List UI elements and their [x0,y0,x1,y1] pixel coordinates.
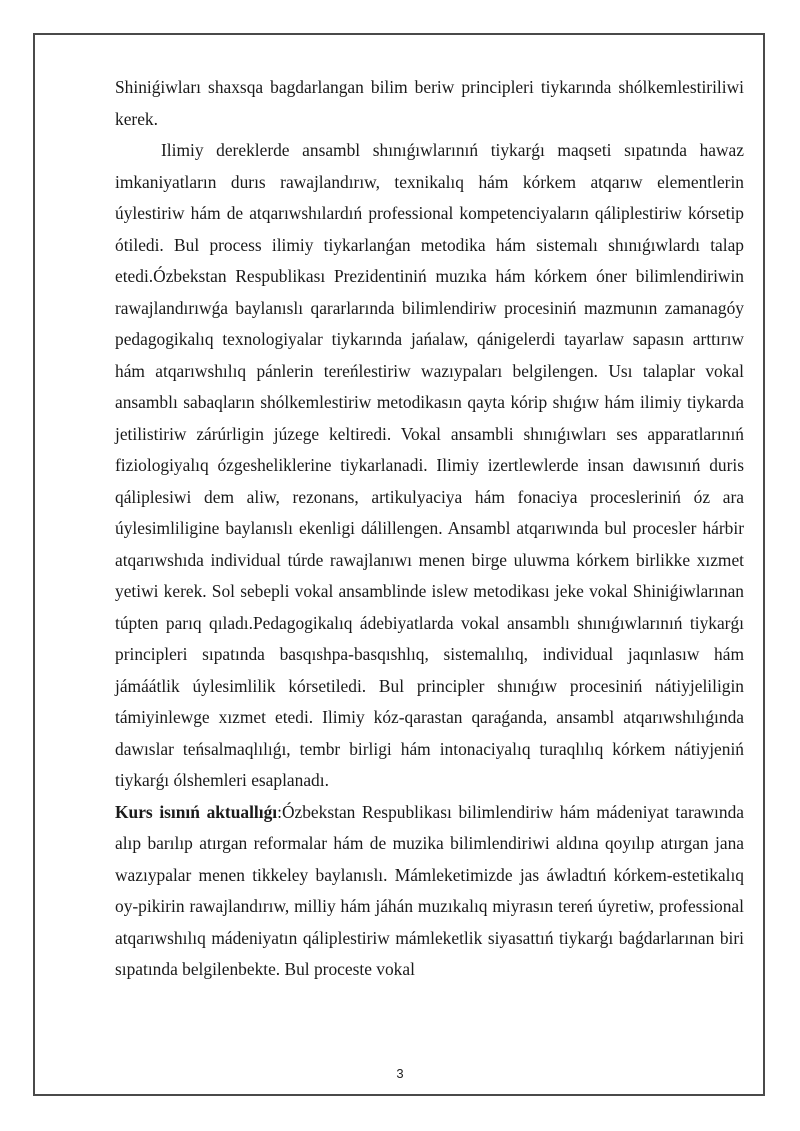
paragraph-main: Ilimiy dereklerde ansambl shınıǵıwlarınıń tiykarǵı maqseti sıpatında hawaz imkaniyatların durıs rawajlandırıw, texnikalıq hám kórkem atqarıw elementlerin úylestiriw hám de atqarıwshılardıń professional kompetenciyaların qáliplestiriw kórsetip ótiledi. Bul process ilimiy tiykarlanǵan metodika hám sistemalı shınıǵıwlardı talap etedi.Ózbekstan Respublikası Prezidentiniń muzıka hám kórkem óner bilimlendiriwin rawajlandırıwǵa baylanıslı qararlarında bilimlendiriw procesiniń mazmunın zamanagóy pedagogikalıq texnologiyalar tiykarında jańalaw, qánigelerdi tayarlaw sapasın arttırıw hám atqarıwshılıq pánlerin tereńlestiriw wazıypaları belgilengen. Usı talaplar vokal ansamblı sabaqların shólkemlestiriw metodikasın qayta kórip shıǵıw hám ilimiy tiykarda jetilistiriw zárúrligin júzege keltiredi. Vokal ansambli shınıǵıwları ses apparatlarınıń fiziologiyalıq ózgesheliklerine tiykarlanadi. Ilimiy izertlewlerde insan dawısınıń duris qáliplesiwi dem aliw, rezonans, artikulyaciya hám fonaciya procesleriniń óz ara úylesimliligine baylanıslı ekenligi dálillengen. Ansambl atqarıwında bul procesler hárbir atqarıwshıda individual túrde rawajlanıwı menen birge uluwma kórkem birlikke xızmet yetiwi kerek. Sol sebepli vokal ansamblinde islew metodikası jeke vokal Shiniǵiwlarınan túpten parıq qıladı.Pedagogikalıq ádebiyatlarda vokal ansamblı shınıǵıwlarınıń tiykarǵı principleri sıpatında basqıshpa-basqıshlıq, sistemalılıq, individual jaqınlasıw hám jámáátlik úylesimlilik kórsetiledi. Bul principler shınıǵıw procesiniń nátiyjeliligin támiyinlewge xızmet etedi. Ilimiy kóz-qarastan qaraǵanda, ansambl atqarıwshılıǵında dawıslar teńsalmaqlılıǵı, tembr birligi hám intonaciyalıq turaqlılıq kórkem nátiyjeniń tiykarǵı ólshemleri esaplanadı. [115,140,744,790]
section-heading-relevance: Kurs isınıń aktuallıǵı [115,801,278,822]
paragraph-relevance [115,797,744,986]
paragraph-relevance-text: :Ózbekstan Respublikası bilimlendiriw hám mádeniyat tarawında alıp barılıp atırgan reformalar hám de muzika bilimlendiriwi aldına qoyılıp atırgan jana wazıypalar menen tikkeley baylanıslı. Mámleketimizde jas áwladtıń kórkem-estetikalıq oy-pikirin rawajlandırıw, milliy hám jáhán muzıkalıq miyrasın tereń úyretiw, professional atqarıwshılıq mádeniyatın qáliplestiriw mámleketlik siyasattıń tiykarǵı baǵdarlarınan biri sıpatında belgilenbekte. Bul proceste vokal [115,801,744,979]
paragraph-continuation: Shiniǵiwları shaxsqa bagdarlangan bilim beriw principleri tiykarında shólkemlestiriliwi kerek. [115,77,744,129]
document-body [115,72,744,986]
page-number: 3 [396,1066,404,1081]
